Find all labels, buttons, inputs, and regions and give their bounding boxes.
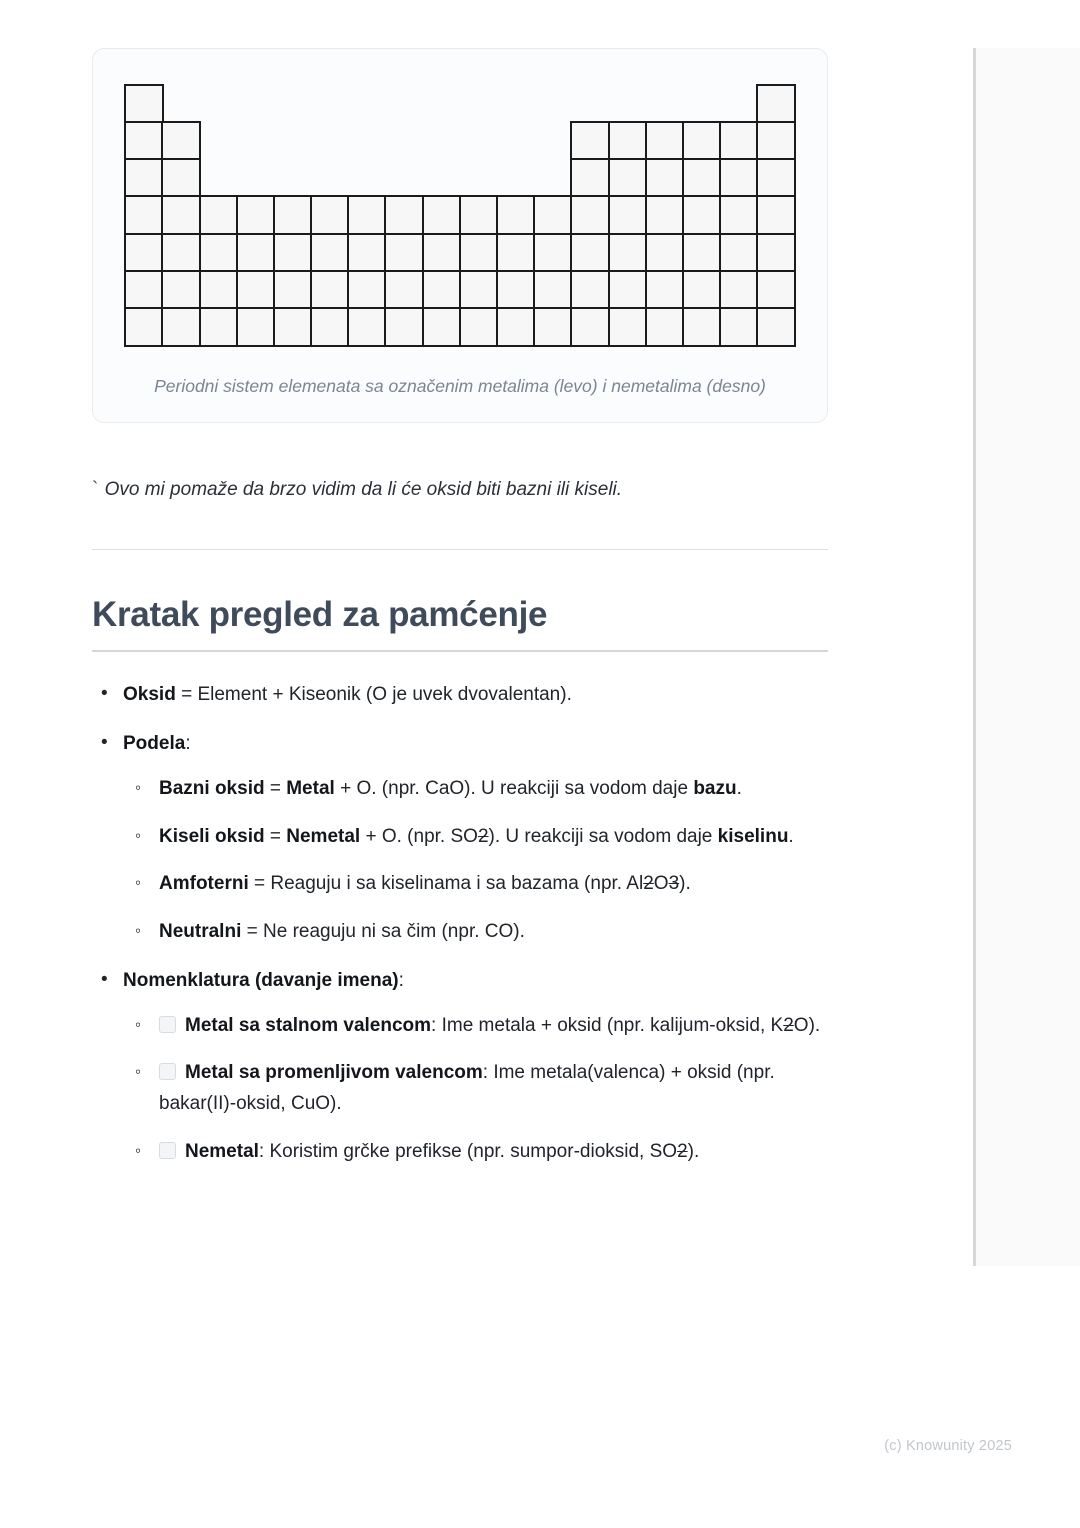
text-nemetal-mid: : Koristim grčke prefikse (npr. sumpor-dioksid, SO <box>258 1140 678 1162</box>
periodic-table-gap <box>572 85 609 122</box>
periodic-table-cell <box>273 270 313 310</box>
text-bazni-mid: + O. (npr. CaO). U reakciji sa vodom daje <box>334 777 694 799</box>
periodic-table-cell <box>682 195 722 235</box>
checkbox-icon[interactable] <box>159 1142 176 1159</box>
periodic-table-cell <box>682 121 722 161</box>
periodic-table-cell <box>199 233 239 273</box>
periodic-table-cell <box>310 233 350 273</box>
list-item-bazni-oksid <box>123 774 828 805</box>
periodic-table-gap <box>646 85 683 122</box>
periodic-table-cell <box>384 195 424 235</box>
periodic-table-cell <box>124 270 164 310</box>
subscript-struck-so2: 2 <box>677 1140 688 1162</box>
periodic-table-cell <box>347 270 387 310</box>
page-title: Kratak pregled za pamćenje <box>92 595 548 635</box>
periodic-table-cell <box>645 195 685 235</box>
backtick-mark: ` <box>92 478 100 500</box>
periodic-table-cell <box>645 121 685 161</box>
note-quote-text: Ovo mi pomaže da brzo vidim da li će oksid biti bazni ili kiseli. <box>104 478 623 500</box>
periodic-table-cell <box>161 307 201 347</box>
periodic-table-cell <box>719 270 759 310</box>
periodic-table-cell <box>756 121 796 161</box>
periodic-table-gap <box>386 122 423 159</box>
list-item-nomenklatura <box>92 966 828 1168</box>
periodic-table-gap <box>534 159 571 196</box>
periodic-table-cell <box>533 307 573 347</box>
list-item-oksid <box>92 680 828 711</box>
periodic-table-cell <box>199 195 239 235</box>
summary-list <box>92 680 828 1167</box>
periodic-table-gap <box>683 85 720 122</box>
periodic-table-cell <box>161 121 201 161</box>
periodic-table-cell <box>124 195 164 235</box>
periodic-table-gap <box>311 122 348 159</box>
periodic-table-cell <box>124 307 164 347</box>
periodic-table-gap <box>423 122 460 159</box>
term-nemetal: Nemetal <box>286 825 361 847</box>
subscript-struck-k2: 2 <box>783 1014 794 1036</box>
periodic-table-gap <box>237 85 274 122</box>
periodic-table-gap <box>460 85 497 122</box>
periodic-table-cell <box>496 195 536 235</box>
periodic-table-cell <box>124 233 164 273</box>
term-promenljiva-valenca: Metal sa promenljivom valencom <box>185 1062 483 1084</box>
periodic-table-gap <box>274 122 311 159</box>
periodic-table-gap <box>348 85 385 122</box>
periodic-table-cell <box>719 158 759 198</box>
periodic-table-cell <box>756 195 796 235</box>
periodic-table-cell <box>719 233 759 273</box>
periodic-table-cell <box>422 270 462 310</box>
periodic-table-gap <box>534 122 571 159</box>
periodic-table-cell <box>608 195 648 235</box>
periodic-table-cell <box>682 233 722 273</box>
text-amfoterni-mid: = Reaguju i sa kiselinama i sa bazama (npr. Al <box>248 873 644 895</box>
periodic-table-gap <box>200 159 237 196</box>
term-nomenklatura: Nomenklatura (davanje imena) <box>123 969 399 991</box>
periodic-table-cell <box>310 307 350 347</box>
periodic-table-gap <box>423 159 460 196</box>
periodic-table-cell <box>682 158 722 198</box>
periodic-table-gap <box>609 85 646 122</box>
text-kiseli-mid2: ). U reakciji sa vodom daje <box>488 825 718 847</box>
periodic-table-cell <box>236 307 276 347</box>
periodic-table-cell <box>496 233 536 273</box>
periodic-table-cell <box>645 270 685 310</box>
periodic-table-gap <box>200 85 237 122</box>
periodic-table-gap <box>348 122 385 159</box>
periodic-table-cell <box>236 270 276 310</box>
periodic-table-cell <box>608 121 648 161</box>
list-item-nemetal <box>123 1137 828 1168</box>
periodic-table-cell <box>756 233 796 273</box>
text-kiseli-eq: = <box>264 825 287 847</box>
periodic-table-gap <box>200 122 237 159</box>
periodic-table-gap <box>237 122 274 159</box>
checkbox-icon[interactable] <box>159 1063 176 1080</box>
periodic-table-cell <box>608 158 648 198</box>
periodic-table-cell <box>347 307 387 347</box>
periodic-table-cell <box>756 270 796 310</box>
periodic-table-cell <box>682 307 722 347</box>
periodic-table-cell <box>719 121 759 161</box>
periodic-table-gap <box>497 122 534 159</box>
periodic-table-cell <box>756 84 796 124</box>
periodic-table-cell <box>310 195 350 235</box>
periodic-table-cell <box>310 270 350 310</box>
periodic-table-gap <box>274 159 311 196</box>
periodic-table-cell <box>422 233 462 273</box>
subscript-struck-al2: 2 <box>643 873 654 895</box>
periodic-table-cell <box>682 270 722 310</box>
list-item-promenljiva-valenca <box>123 1058 828 1120</box>
list-item-podela <box>92 729 828 948</box>
term-nemetal-nomen: Nemetal <box>185 1140 259 1162</box>
page-edge-panel <box>973 48 1080 1266</box>
periodic-table-cell <box>570 233 610 273</box>
periodic-table-cell <box>199 270 239 310</box>
periodic-table-cell <box>161 158 201 198</box>
periodic-table-cell <box>347 195 387 235</box>
term-oksid: Oksid <box>123 684 176 706</box>
text-neutralni-rest: = Ne reaguju ni sa čim (npr. CO). <box>241 921 525 943</box>
term-kiseli-oksid: Kiseli oksid <box>159 825 265 847</box>
periodic-table-cell <box>161 195 201 235</box>
periodic-table-cell <box>719 195 759 235</box>
text-stalna-mid: : Ime metala + oksid (npr. kalijum-oksid, K <box>431 1014 784 1036</box>
periodic-table-gap <box>460 122 497 159</box>
periodic-table-grid <box>125 85 794 345</box>
text-podela-rest: : <box>185 733 191 755</box>
periodic-table-cell <box>199 307 239 347</box>
periodic-table-gap <box>386 159 423 196</box>
periodic-table-cell <box>533 195 573 235</box>
periodic-table-cell <box>533 270 573 310</box>
periodic-table-cell <box>124 84 164 124</box>
periodic-table-cell <box>645 233 685 273</box>
periodic-table-cell <box>161 270 201 310</box>
periodic-table-gap <box>497 159 534 196</box>
periodic-table-gap <box>274 85 311 122</box>
periodic-table-diagram <box>107 63 813 345</box>
periodic-table-cell <box>347 233 387 273</box>
divider-above-heading <box>92 549 828 550</box>
periodic-table-cell <box>459 195 499 235</box>
periodic-table-cell <box>161 233 201 273</box>
footer-copyright: (c) Knowunity 2025 <box>884 1438 1012 1454</box>
periodic-table-gap <box>311 159 348 196</box>
periodic-table-gap <box>720 85 757 122</box>
periodic-table-cell <box>570 195 610 235</box>
periodic-table-gap <box>348 159 385 196</box>
periodic-table-gap <box>163 85 200 122</box>
periodic-table-cell <box>459 270 499 310</box>
text-nemetal-end: ). <box>687 1140 700 1162</box>
divider-below-heading <box>92 650 828 652</box>
periodic-table-cell <box>645 307 685 347</box>
periodic-table-gap <box>237 159 274 196</box>
text-bazni-end: . <box>736 777 742 799</box>
term-metal: Metal <box>286 777 335 799</box>
periodic-table-cell <box>384 307 424 347</box>
periodic-table-cell <box>273 307 313 347</box>
periodic-table-cell <box>570 270 610 310</box>
periodic-table-gap <box>311 85 348 122</box>
periodic-table-cell <box>273 233 313 273</box>
document-content <box>92 0 828 1186</box>
periodic-table-cell <box>570 158 610 198</box>
text-kiseli-mid: + O. (npr. SO <box>360 825 478 847</box>
periodic-table-cell <box>608 307 648 347</box>
periodic-table-cell <box>384 233 424 273</box>
periodic-table-cell <box>236 195 276 235</box>
periodic-table-cell <box>384 270 424 310</box>
text-stalna-end: O). <box>793 1014 821 1036</box>
figure-caption: Periodni sistem elemenata sa označenim metalima (levo) i nemetalima (desno) <box>154 376 766 397</box>
nomenklatura-sublist <box>123 1011 828 1168</box>
periodic-table-cell <box>570 121 610 161</box>
periodic-table-cell <box>273 195 313 235</box>
term-stalna-valenca: Metal sa stalnom valencom <box>185 1014 432 1036</box>
periodic-table-cell <box>570 307 610 347</box>
text-kiseli-end: . <box>788 825 794 847</box>
figure-card <box>92 48 828 423</box>
periodic-table-gap <box>497 85 534 122</box>
text-promenljiva-rest: : Ime metala(valenca) + oksid (npr. bakar(II)-oksid, CuO). <box>159 1062 775 1115</box>
list-item-kiseli-oksid <box>123 822 828 853</box>
note-quote-line <box>92 475 828 505</box>
subscript-struck-2: 2 <box>477 825 489 847</box>
periodic-table-cell <box>422 307 462 347</box>
periodic-table-cell <box>422 195 462 235</box>
periodic-table-cell <box>756 307 796 347</box>
periodic-table-cell <box>124 121 164 161</box>
text-oksid-rest: = Element + Kiseonik (O je uvek dvovalentan). <box>175 684 572 706</box>
periodic-table-cell <box>608 270 648 310</box>
term-amfoterni: Amfoterni <box>159 873 249 895</box>
periodic-table-cell <box>756 158 796 198</box>
subscript-struck-o3: 3 <box>668 873 680 895</box>
periodic-table-gap <box>386 85 423 122</box>
periodic-table-cell <box>459 307 499 347</box>
periodic-table-gap <box>460 159 497 196</box>
periodic-table-cell <box>719 307 759 347</box>
term-bazu: bazu <box>693 777 737 799</box>
term-bazni-oksid: Bazni oksid <box>159 777 265 799</box>
list-item-amfoterni <box>123 869 828 900</box>
text-bazni-eq: = <box>264 777 287 799</box>
list-item-stalna-valenca <box>123 1011 828 1042</box>
periodic-table-gap <box>534 85 571 122</box>
text-amfoterni-mid2: O <box>653 873 669 895</box>
periodic-table-cell <box>124 158 164 198</box>
text-amfoterni-end: ). <box>679 873 691 895</box>
periodic-table-cell <box>236 233 276 273</box>
periodic-table-cell <box>608 233 648 273</box>
periodic-table-cell <box>645 158 685 198</box>
term-neutralni: Neutralni <box>159 921 242 943</box>
podela-sublist <box>123 774 828 948</box>
checkbox-icon[interactable] <box>159 1016 176 1033</box>
periodic-table-cell <box>496 307 536 347</box>
list-item-neutralni <box>123 917 828 948</box>
periodic-table-cell <box>459 233 499 273</box>
term-kiselinu: kiselinu <box>717 825 789 847</box>
text-nomenklatura-rest: : <box>398 969 404 991</box>
periodic-table-cell <box>533 233 573 273</box>
periodic-table-gap <box>423 85 460 122</box>
periodic-table-cell <box>496 270 536 310</box>
term-podela: Podela <box>123 733 186 755</box>
